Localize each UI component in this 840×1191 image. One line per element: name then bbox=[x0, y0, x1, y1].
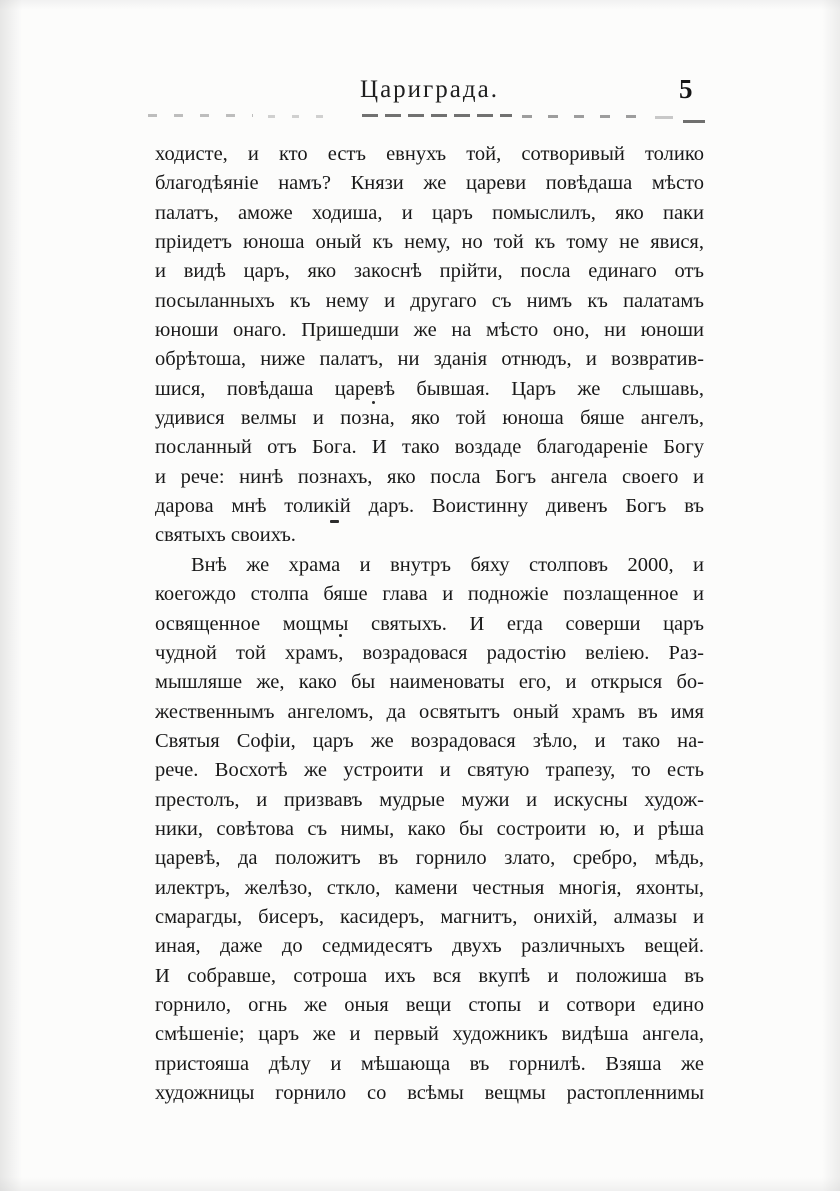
text-block bbox=[155, 140, 704, 1108]
text-line: илектръ, желѣзо, сткло, камени честныя многія, яхонты, bbox=[155, 876, 704, 899]
text-line: благодѣяніе намъ? Князи же цареви повѣдаша мѣсто bbox=[155, 172, 704, 195]
text-line: престолъ, и призвавъ мудрые мужи и искусны худож- bbox=[155, 788, 704, 811]
text-line: обрѣтоша, ниже палатъ, ни зданія отнюдъ, и возвратив- bbox=[155, 348, 704, 371]
text-line: чудной той храмъ, возрадовася радостію веліею. Раз- bbox=[155, 641, 704, 664]
text-line: Святыя Софіи, царъ же возрадовася зѣло, и тако на- bbox=[155, 729, 704, 752]
faded-rule-artifact bbox=[522, 115, 642, 118]
page-number: 5 bbox=[679, 74, 693, 104]
text-line: и рече: нинѣ познахъ, яко посла Богъ ангела своего и bbox=[155, 465, 704, 488]
faded-rule-artifact bbox=[148, 114, 253, 117]
text-line: мышляше же, како бы наименоваты его, и открыся бо- bbox=[155, 671, 704, 694]
text-line: художницы горнило со всѣмы вещмы растопленнимы bbox=[155, 1082, 704, 1104]
text-line: удивися велмы и позна, яко той юноша бяше ангелъ, bbox=[155, 407, 704, 430]
text-line: и видѣ царъ, яко закоснѣ прійти, посла единаго отъ bbox=[155, 260, 704, 283]
text-line: посланный отъ Бога. И тако воздаде благодареніе Богу bbox=[155, 436, 704, 459]
faded-rule-artifact bbox=[268, 115, 328, 118]
text-line: палатъ, аможе ходиша, и царъ помыслилъ, яко паки bbox=[155, 201, 704, 224]
text-line: горнило, огнь же оныя вещи стопы и сотвори едино bbox=[155, 993, 704, 1016]
text-line: освященное мощмы святыхъ. И егда соверши царъ bbox=[155, 612, 704, 635]
text-line: пристояша дѣлу и мѣшающа въ горнилѣ. Взяша же bbox=[155, 1052, 704, 1075]
text-line: жественнымъ ангеломъ, да освятытъ оный храмъ въ имя bbox=[155, 700, 704, 723]
text-line: Внѣ же храма и внутръ бяху столповъ 2000, и bbox=[191, 553, 704, 576]
text-line: царевѣ, да положитъ въ горнило злато, сребро, мѣдь, bbox=[155, 847, 704, 870]
text-line: рече. Восхотѣ же устроити и святую трапезу, то есть bbox=[155, 759, 704, 782]
text-line: дарова мнѣ толикій даръ. Воистинну дивенъ Богъ въ bbox=[155, 495, 704, 518]
faded-rule-artifact bbox=[362, 114, 512, 117]
text-line: иная, даже до седмидесятъ двухъ различныхъ вещей. bbox=[155, 935, 704, 958]
faded-rule-artifact bbox=[683, 120, 705, 123]
faded-rule-artifact bbox=[655, 116, 673, 119]
text-line: посыланныхъ къ нему и другаго съ нимъ къ палатамъ bbox=[155, 289, 704, 312]
text-line: коегождо столпа бяше глава и подножіе позлащенное и bbox=[155, 583, 704, 606]
text-line: юноши онаго. Пришедши же на мѣсто оно, ни юноши bbox=[155, 319, 704, 342]
text-line: смарагды, бисеръ, касидеръ, магнитъ, онихій, алмазы и bbox=[155, 905, 704, 928]
text-line: пріидетъ юноша оный къ нему, но той къ тому не явися, bbox=[155, 231, 704, 254]
text-line: смѣшеніе; царъ же и первый художникъ видѣша ангела, bbox=[155, 1023, 704, 1046]
running-head-title: Цариграда. bbox=[360, 76, 499, 103]
text-line: святыхъ своихъ. bbox=[155, 524, 296, 547]
text-line: ходисте, и кто естъ евнухъ той, сотворивый толико bbox=[155, 143, 704, 165]
text-line: шися, повѣдаша царевѣ бывшая. Царъ же слышавь, bbox=[155, 377, 704, 400]
text-line: ники, совѣтова съ нимы, како бы состроити ю, и рѣша bbox=[155, 817, 704, 840]
text-line: И собравше, сотроша ихъ вся вкупѣ и положиша въ bbox=[155, 964, 704, 987]
